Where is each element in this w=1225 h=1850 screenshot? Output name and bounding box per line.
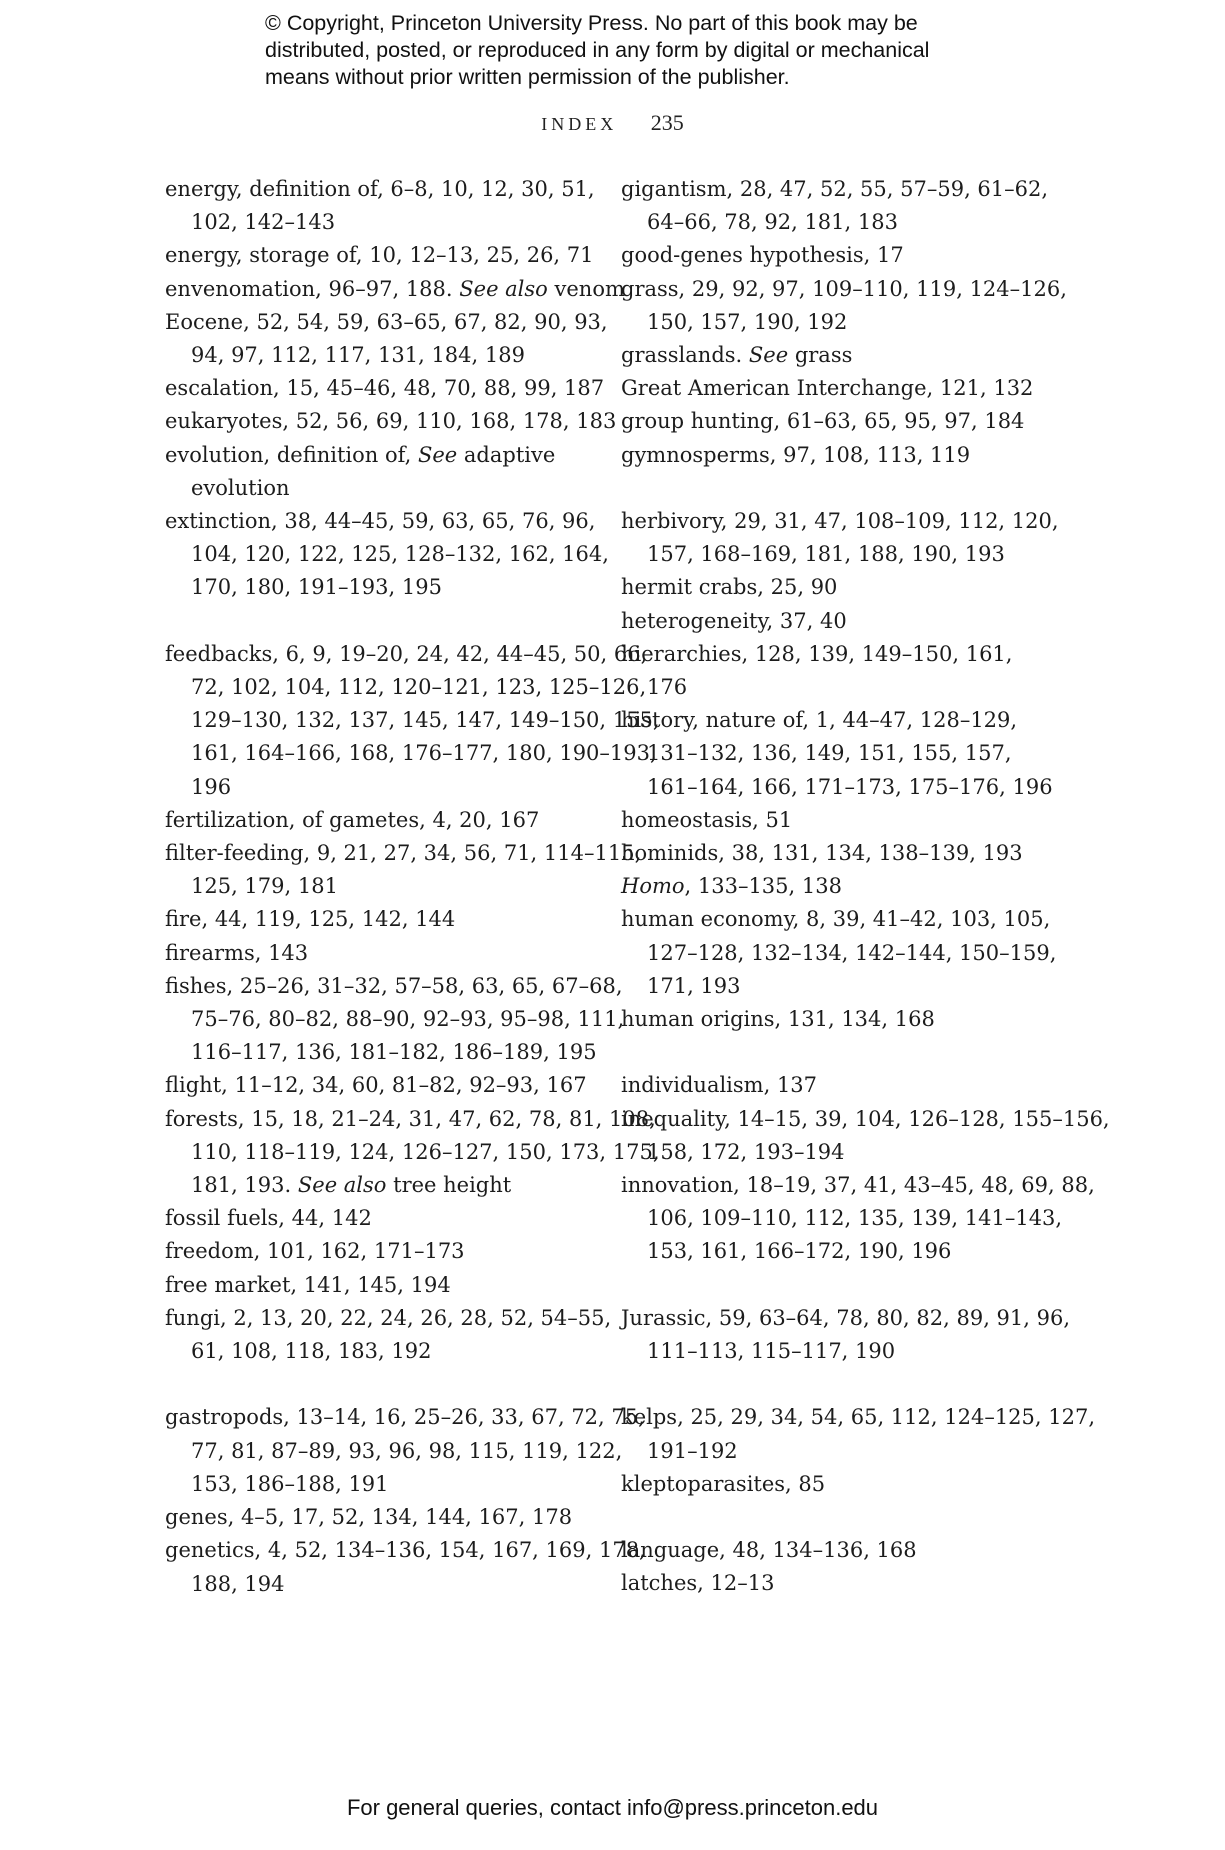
index-entry — [165, 970, 625, 1070]
index-entry — [621, 804, 1041, 837]
index-entry-line: history, nature of, 1, 44–47, 128–129, — [621, 708, 1018, 733]
index-entry-continuation: 127–128, 132–134, 142–144, 150–159, — [647, 940, 1057, 965]
index-entry-line: gymnosperms, 97, 108, 113, 119 — [621, 442, 971, 467]
index-entry — [165, 638, 660, 804]
index-entry — [165, 273, 625, 306]
index-entry-line: Great American Interchange, 121, 132 — [621, 376, 1034, 401]
index-entry-continuation: 171, 193 — [647, 973, 741, 998]
index-entry — [165, 1534, 646, 1600]
index-entry-line: latches, 12–13 — [621, 1571, 775, 1596]
index-entry-line: individualism, 137 — [621, 1073, 818, 1098]
index-entry-continuation: 158, 172, 193–194 — [647, 1139, 845, 1164]
index-entry-line: evolution, definition of, See adaptive — [165, 442, 556, 467]
index-entry-line: escalation, 15, 45–46, 48, 70, 88, 99, 187 — [165, 376, 605, 401]
index-entry-line: fossil fuels, 44, 142 — [165, 1206, 372, 1231]
index-entry-continuation: 102, 142–143 — [191, 210, 336, 235]
index-entry-continuation: 72, 102, 104, 112, 120–121, 123, 125–126, — [191, 675, 647, 700]
index-entry-continuation: 188, 194 — [191, 1571, 285, 1596]
copyright-line: means without prior written permission of the publisher. — [265, 65, 790, 89]
index-entry — [621, 1534, 1041, 1567]
index-entry — [621, 439, 1041, 472]
index-entry — [621, 239, 1041, 272]
index-entry-line: good-genes hypothesis, 17 — [621, 243, 904, 268]
index-entry-line: free market, 141, 145, 194 — [165, 1272, 451, 1297]
index-entry-continuation: 61, 108, 118, 183, 192 — [191, 1339, 432, 1364]
running-head-label: INDEX — [541, 114, 618, 134]
index-entry — [621, 605, 1041, 638]
index-entry — [165, 306, 608, 372]
index-entry-line: innovation, 18–19, 37, 41, 43–45, 48, 69, 88, — [621, 1173, 1095, 1198]
index-entry-line: Homo, 133–135, 138 — [621, 874, 842, 899]
index-entry — [621, 837, 1041, 870]
index-entry-line: fungi, 2, 13, 20, 22, 24, 26, 28, 52, 54–55, — [165, 1305, 612, 1330]
index-entry — [165, 1269, 605, 1302]
footer-text: For general queries, contact info@press.princeton.edu — [346, 1795, 879, 1820]
index-entry — [621, 173, 1049, 239]
index-entry-line: firearms, 143 — [165, 940, 309, 965]
index-entry-continuation: 157, 168–169, 181, 188, 190, 193 — [647, 542, 1005, 567]
letter-group-gap — [621, 1368, 1041, 1401]
index-entry — [621, 1103, 1110, 1169]
index-entry — [165, 903, 605, 936]
index-column-right — [621, 173, 1110, 1601]
index-entry-line: envenomation, 96–97, 188. See also venom — [165, 276, 625, 301]
index-entry-continuation: 161–164, 166, 171–173, 175–176, 196 — [647, 774, 1053, 799]
index-entry — [165, 239, 605, 272]
index-entry-line: genetics, 4, 52, 134–136, 154, 167, 169, 178, — [165, 1538, 646, 1563]
index-entry — [621, 339, 1041, 372]
letter-group-gap — [165, 1368, 605, 1401]
index-entry — [165, 405, 617, 438]
index-entry-line: fire, 44, 119, 125, 142, 144 — [165, 907, 456, 932]
index-entry-continuation: 104, 120, 122, 125, 128–132, 162, 164, — [191, 542, 609, 567]
index-entry-line: feedbacks, 6, 9, 19–20, 24, 42, 44–45, 50, 66, — [165, 641, 648, 666]
index-entry — [621, 273, 1067, 339]
copyright-notice — [265, 10, 1025, 91]
index-entry-continuation: 181, 193. See also tree height — [191, 1173, 512, 1198]
index-entry-line: inequality, 14–15, 39, 104, 126–128, 155–156, — [621, 1106, 1110, 1131]
index-entry-line: human origins, 131, 134, 168 — [621, 1007, 935, 1032]
index-entry-line: Jurassic, 59, 63–64, 78, 80, 82, 89, 91, 96, — [621, 1305, 1071, 1330]
index-entry — [621, 505, 1059, 571]
copyright-line: © Copyright, Princeton University Press. No part of this book may be — [265, 11, 918, 35]
letter-group-gap — [621, 1036, 1041, 1069]
footer-contact — [0, 1795, 1225, 1821]
index-entry-line: flight, 11–12, 34, 60, 81–82, 92–93, 167 — [165, 1073, 587, 1098]
index-entry — [165, 372, 605, 405]
index-entry-continuation: 176 — [647, 675, 688, 700]
index-entry-continuation: 77, 81, 87–89, 93, 96, 98, 115, 119, 122, — [191, 1438, 623, 1463]
index-entry — [165, 1069, 605, 1102]
index-entry — [165, 804, 605, 837]
index-entry-line: hierarchies, 128, 139, 149–150, 161, — [621, 641, 1013, 666]
index-entry-line: heterogeneity, 37, 40 — [621, 608, 847, 633]
index-entry-line: grasslands. See grass — [621, 343, 853, 368]
index-entry-continuation: 111–113, 115–117, 190 — [647, 1339, 896, 1364]
index-entry-continuation: 196 — [191, 774, 232, 799]
index-entry-line: gastropods, 13–14, 16, 25–26, 33, 67, 72, 75, — [165, 1405, 645, 1430]
index-entry — [165, 1501, 605, 1534]
running-head — [0, 110, 1225, 136]
index-entry-continuation: 153, 161, 166–172, 190, 196 — [647, 1239, 952, 1264]
index-entry — [165, 1103, 660, 1203]
index-entry-line: energy, storage of, 10, 12–13, 25, 26, 71 — [165, 243, 594, 268]
index-entry-continuation: 131–132, 136, 149, 151, 155, 157, — [647, 741, 1012, 766]
index-entry-continuation: evolution — [191, 475, 290, 500]
index-entry — [165, 173, 605, 239]
index-entry-continuation: 94, 97, 112, 117, 131, 184, 189 — [191, 343, 525, 368]
index-entry-continuation: 153, 186–188, 191 — [191, 1471, 389, 1496]
index-entry-continuation: 64–66, 78, 92, 181, 183 — [647, 210, 898, 235]
index-entry-line: fishes, 25–26, 31–32, 57–58, 63, 65, 67–68, — [165, 973, 623, 998]
letter-group-gap — [621, 472, 1041, 505]
index-entry-line: homeostasis, 51 — [621, 807, 793, 832]
index-entry — [165, 1401, 645, 1501]
index-entry-line: herbivory, 29, 31, 47, 108–109, 112, 120, — [621, 509, 1059, 534]
index-entry — [165, 1235, 605, 1268]
index-entry — [621, 571, 1041, 604]
index-entry-continuation: 110, 118–119, 124, 126–127, 150, 173, 175, — [191, 1139, 660, 1164]
index-entry — [621, 405, 1041, 438]
index-entry-continuation: 129–130, 132, 137, 145, 147, 149–150, 155, — [191, 708, 660, 733]
index-entry — [621, 638, 1041, 704]
index-entry-continuation: 106, 109–110, 112, 135, 139, 141–143, — [647, 1206, 1063, 1231]
index-entry-line: genes, 4–5, 17, 52, 134, 144, 167, 178 — [165, 1505, 573, 1530]
index-entry — [621, 1302, 1071, 1368]
index-entry — [621, 1401, 1096, 1467]
index-entry-line: energy, definition of, 6–8, 10, 12, 30, 51, — [165, 177, 595, 201]
index-entry-line: grass, 29, 92, 97, 109–110, 119, 124–126, — [621, 276, 1067, 301]
index-entry — [621, 1169, 1095, 1269]
index-entry-line: forests, 15, 18, 21–24, 31, 47, 62, 78, 81, 108, — [165, 1106, 656, 1131]
index-column-left — [165, 173, 660, 1601]
index-entry-line: eukaryotes, 52, 56, 69, 110, 168, 178, 183 — [165, 409, 617, 434]
index-entry-continuation: 125, 179, 181 — [191, 874, 338, 899]
index-entry-line: extinction, 38, 44–45, 59, 63, 65, 76, 96, — [165, 509, 596, 534]
index-entry — [165, 1302, 612, 1368]
index-entry-continuation: 75–76, 80–82, 88–90, 92–93, 95–98, 111, — [191, 1007, 625, 1032]
index-entry — [621, 870, 1041, 903]
index-entry-continuation: 150, 157, 190, 192 — [647, 309, 848, 334]
index-entry — [621, 1567, 1041, 1600]
index-entry — [165, 439, 605, 505]
index-entry — [621, 704, 1053, 804]
index-entry-line: freedom, 101, 162, 171–173 — [165, 1239, 465, 1264]
letter-group-gap — [621, 1501, 1041, 1534]
letter-group-gap — [621, 1269, 1041, 1302]
index-entry — [165, 937, 605, 970]
index-entry-line: hermit crabs, 25, 90 — [621, 575, 838, 600]
index-entry — [165, 505, 609, 605]
index-entry-line: human economy, 8, 39, 41–42, 103, 105, — [621, 907, 1051, 932]
index-entry — [621, 903, 1057, 1003]
letter-group-gap — [165, 605, 605, 638]
index-entry-line: fertilization, of gametes, 4, 20, 167 — [165, 807, 540, 832]
index-entry — [621, 1003, 1041, 1036]
index-entry-continuation: 116–117, 136, 181–182, 186–189, 195 — [191, 1040, 597, 1065]
index-entry-line: group hunting, 61–63, 65, 95, 97, 184 — [621, 409, 1025, 434]
index-entry — [165, 1202, 605, 1235]
index-entry — [621, 372, 1041, 405]
index-entry-line: kelps, 25, 29, 34, 54, 65, 112, 124–125, 127, — [621, 1405, 1096, 1430]
index-entry-continuation: 161, 164–166, 168, 176–177, 180, 190–193, — [191, 741, 657, 766]
page-number: 235 — [650, 110, 684, 135]
index-entry — [621, 1069, 1041, 1102]
index-entry — [621, 1468, 1041, 1501]
index-entry-line: hominids, 38, 131, 134, 138–139, 193 — [621, 841, 1023, 866]
index-entry-line: language, 48, 134–136, 168 — [621, 1538, 917, 1563]
index-entry-line: gigantism, 28, 47, 52, 55, 57–59, 61–62, — [621, 177, 1049, 201]
index-entry-line: kleptoparasites, 85 — [621, 1471, 826, 1496]
index-entry — [165, 837, 642, 903]
copyright-line: distributed, posted, or reproduced in any form by digital or mechanical — [265, 38, 930, 62]
index-entry-line: Eocene, 52, 54, 59, 63–65, 67, 82, 90, 93, — [165, 309, 608, 334]
index-entry-line: filter-feeding, 9, 21, 27, 34, 56, 71, 114–115, — [165, 841, 642, 866]
index-entry-continuation: 170, 180, 191–193, 195 — [191, 575, 442, 600]
index-entry-continuation: 191–192 — [647, 1438, 738, 1463]
